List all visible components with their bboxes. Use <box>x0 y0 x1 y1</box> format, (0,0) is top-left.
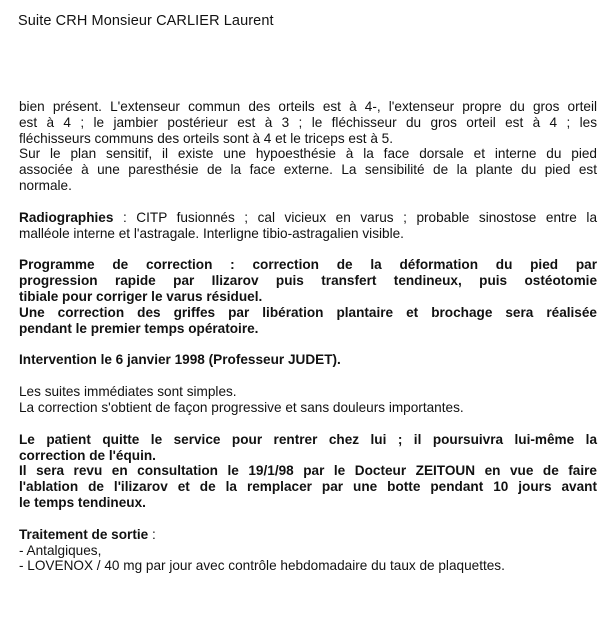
traitement-paragraph <box>19 527 597 574</box>
text-line: l'ablation de l'ilizarov et de la remplacer par une botte pendant 10 jours avant <box>19 479 597 495</box>
sortie-paragraph <box>19 432 597 511</box>
text-line: normale. <box>19 177 72 193</box>
document-header: Suite CRH Monsieur CARLIER Laurent <box>18 13 274 29</box>
text-line: associée à une paresthésie de la face externe. La sensibilité de la plante du pied est <box>19 162 597 178</box>
programme-paragraph <box>19 257 597 336</box>
suites-paragraph <box>19 384 597 416</box>
list-item: - LOVENOX / 40 mg par jour avec contrôle hebdomadaire du taux de plaquettes. <box>19 558 505 574</box>
list-item: - Antalgiques, <box>19 542 102 558</box>
text-line: correction de l'équin. <box>19 447 156 463</box>
text-line: est à 4 ; le jambier postérieur est à 3 ; le fléchisseur du gros orteil est à 4 ; les <box>19 114 597 130</box>
traitement-label: Traitement de sortie <box>19 526 149 542</box>
text-line: pendant le premier temps opératoire. <box>19 320 259 336</box>
text-line <box>19 210 597 226</box>
radiographies-label: Radiographies <box>19 209 114 225</box>
text-line: tibiale pour corriger le varus résiduel. <box>19 288 263 304</box>
text-line: Il sera revu en consultation le 19/1/98 par le Docteur ZEITOUN en vue de faire <box>19 463 597 479</box>
text-line: Une correction des griffes par libération plantaire et brochage sera réalisée <box>19 304 597 320</box>
radiographies-paragraph <box>19 210 597 242</box>
text-line <box>19 527 597 543</box>
text-line: Le patient quitte le service pour rentrer chez lui ; il poursuivra lui-même la <box>19 431 597 447</box>
text-line: progression rapide par Ilizarov puis transfert tendineux, puis ostéotomie <box>19 273 597 289</box>
text-line: La correction s'obtient de façon progressive et sans douleurs importantes. <box>19 399 464 415</box>
text-line: malléole interne et l'astragale. Interligne tibio-astragalien visible. <box>19 225 404 241</box>
text-line: bien présent. L'extenseur commun des orteils est à 4-, l'extenseur propre du gros orteil <box>19 99 597 114</box>
motor-exam-paragraph <box>19 99 597 146</box>
intervention-line: Intervention le 6 janvier 1998 (Professeur JUDET). <box>19 352 341 368</box>
text-line: Programme de correction : correction de la déformation du pied par <box>19 257 597 273</box>
text-line: Les suites immédiates sont simples. <box>19 384 237 400</box>
sensory-exam-paragraph <box>19 146 597 193</box>
radiographies-text: : CITP fusionnés ; cal vicieux en varus ; probable sinostose entre la <box>113 209 597 225</box>
document-body <box>19 99 597 574</box>
text-line: le temps tendineux. <box>19 494 146 510</box>
text-line: Sur le plan sensitif, il existe une hypoesthésie à la face dorsale et interne du pied <box>19 146 597 162</box>
text-line: fléchisseurs communs des orteils sont à 4 et le triceps est à 5. <box>19 130 393 146</box>
traitement-suffix: : <box>148 526 156 542</box>
